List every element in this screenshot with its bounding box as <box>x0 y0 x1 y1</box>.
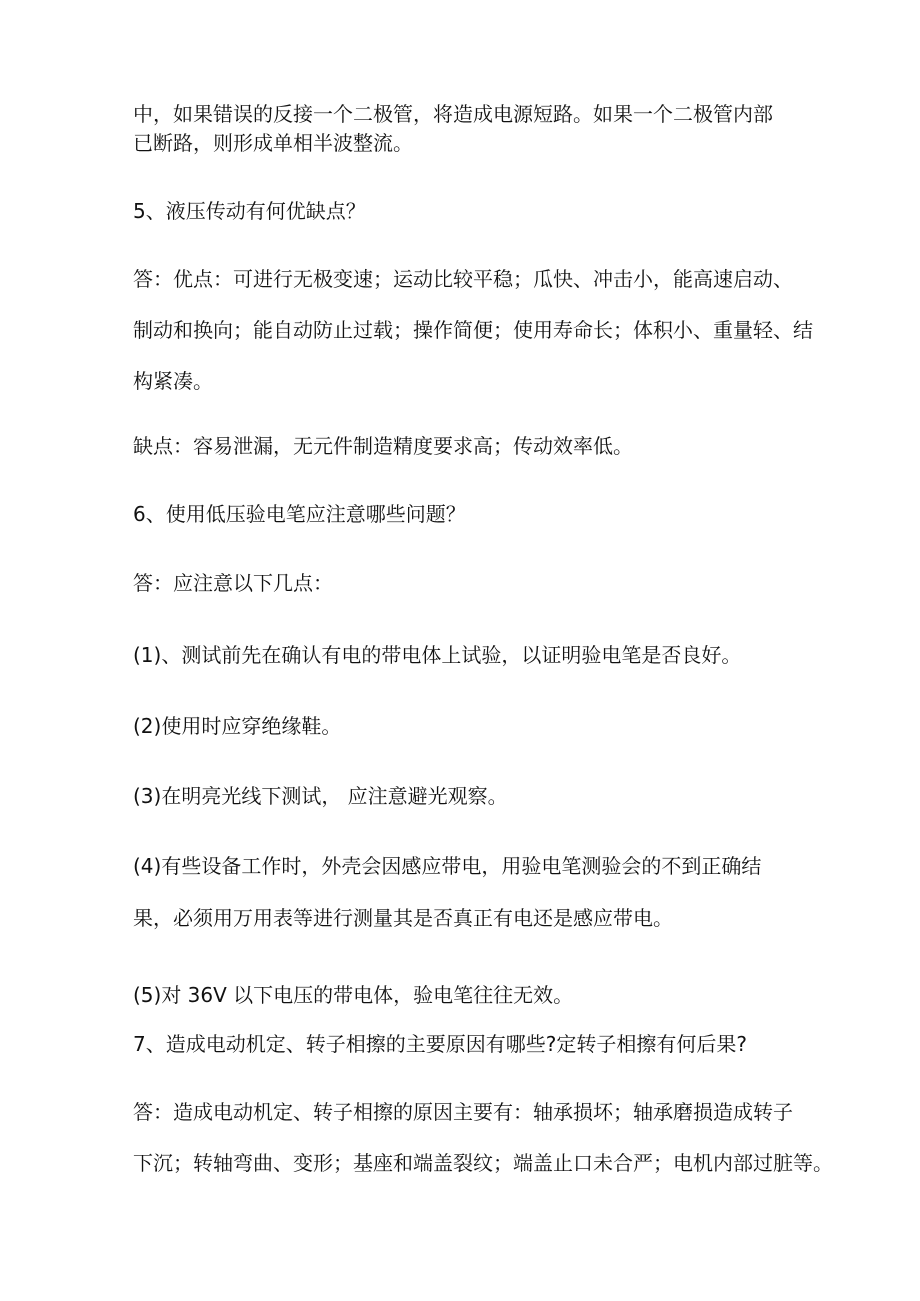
list-item: (3)在明亮光线下测试， 应注意避光观察。 <box>133 784 508 808</box>
answer-line: 制动和换向；能自动防止过载；操作简便；使用寿命长；体积小、重量轻、结 <box>133 318 813 342</box>
paragraph-line: 中，如果错误的反接一个二极管，将造成电源短路。如果一个二极管内部 <box>133 102 773 126</box>
list-item: 果，必须用万用表等进行测量其是否真正有电还是感应带电。 <box>133 906 673 930</box>
list-item: (4)有些设备工作时，外壳会因感应带电，用验电笔测验会的不到正确结 <box>133 854 762 878</box>
answer-line: 下沉；转轴弯曲、变形；基座和端盖裂纹；端盖止口未合严；电机内部过脏等。 <box>133 1151 833 1175</box>
answer-line: 答：造成电动机定、转子相擦的原因主要有：轴承损坏；轴承磨损造成转子 <box>133 1100 793 1124</box>
answer-line: 构紧凑。 <box>133 369 213 393</box>
question-heading: 6、使用低压验电笔应注意哪些问题？ <box>133 502 466 526</box>
paragraph-line: 已断路，则形成单相半波整流。 <box>133 131 413 155</box>
list-item: (5)对 36V 以下电压的带电体，验电笔往往无效。 <box>133 983 574 1007</box>
question-heading: 7、造成电动机定、转子相擦的主要原因有哪些?定转子相擦有何后果? <box>133 1032 747 1056</box>
answer-line: 答：优点：可进行无极变速；运动比较平稳；瓜快、冲击小，能高速启动、 <box>133 267 793 291</box>
list-item: (2)使用时应穿绝缘鞋。 <box>133 714 342 738</box>
question-heading: 5、液压传动有何优缺点？ <box>133 199 366 223</box>
answer-line: 缺点：容易泄漏，无元件制造精度要求高；传动效率低。 <box>133 434 633 458</box>
list-item: (1)、测试前先在确认有电的带电体上试验，以证明验电笔是否良好。 <box>133 643 742 667</box>
answer-line: 答：应注意以下几点： <box>133 571 333 595</box>
